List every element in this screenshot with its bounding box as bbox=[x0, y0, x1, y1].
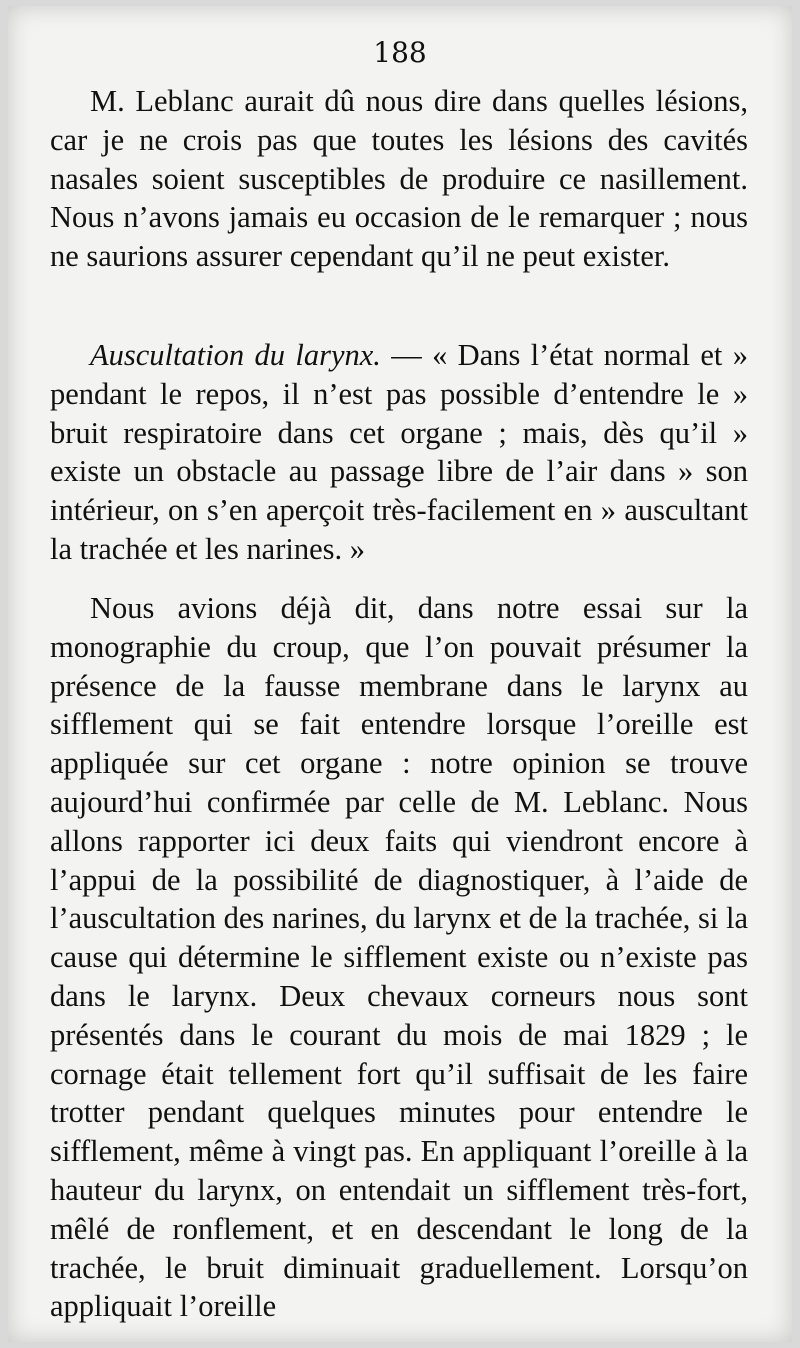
paragraph-2-text: — « Dans l’état normal et » pendant le repos, il n’est pas possible d’entendre le » bruit respiratoire dans cet organe ; mais, dès qu’il » existe un obstacle au passage libre de l’air dans » son intérieur, on s’en aperçoit très-facilement en » auscultant la trachée et les narines. » bbox=[50, 338, 748, 566]
paragraph-3-text: Nous avions déjà dit, dans notre essai sur la monographie du croup, que l’on pouvait présumer la présence de la fausse membrane dans le larynx au sifflement qui se fait entendre lorsque l’oreille est appliquée sur cet organe : notre opinion se trouve aujourd’hui confirmée par celle de M. Leblanc. Nous allons rapporter ici deux faits qui viendront encore à l’appui de la possibilité de diagnostiquer, à l’aide de l’auscultation des narines, du larynx et de la trachée, si la cause qui détermine le sifflement existe ou n’existe pas dans le larynx. Deux chevaux corneurs nous sont présentés dans le courant du mois de mai 1829 ; le cornage était tellement fort qu’il suffisait de les faire trotter pendant quelques minutes pour entendre le sifflement, même à vingt pas. En appliquant l’oreille à la hauteur du larynx, on entendait un sifflement très-fort, mêlé de ronflement, et en descendant le long de la trachée, le bruit diminuait graduellement. Lorsqu’on appliquait l’oreille bbox=[50, 591, 748, 1324]
paragraph-1 bbox=[50, 82, 748, 276]
page-number: 188 bbox=[373, 36, 427, 69]
paragraph-2 bbox=[50, 336, 748, 569]
section-heading: Auscultation du larynx. bbox=[90, 338, 381, 372]
book-page bbox=[8, 6, 792, 1342]
paragraph-3 bbox=[50, 589, 748, 1326]
paragraph-1-text: M. Leblanc aurait dû nous dire dans quelles lésions, car je ne crois pas que toutes les lésions des cavités nasales soient susceptibles de produire ce nasillement. Nous n’avons jamais eu occasion de le remarquer ; nous ne saurions assurer cependant qu’il ne peut exister. bbox=[50, 84, 748, 274]
